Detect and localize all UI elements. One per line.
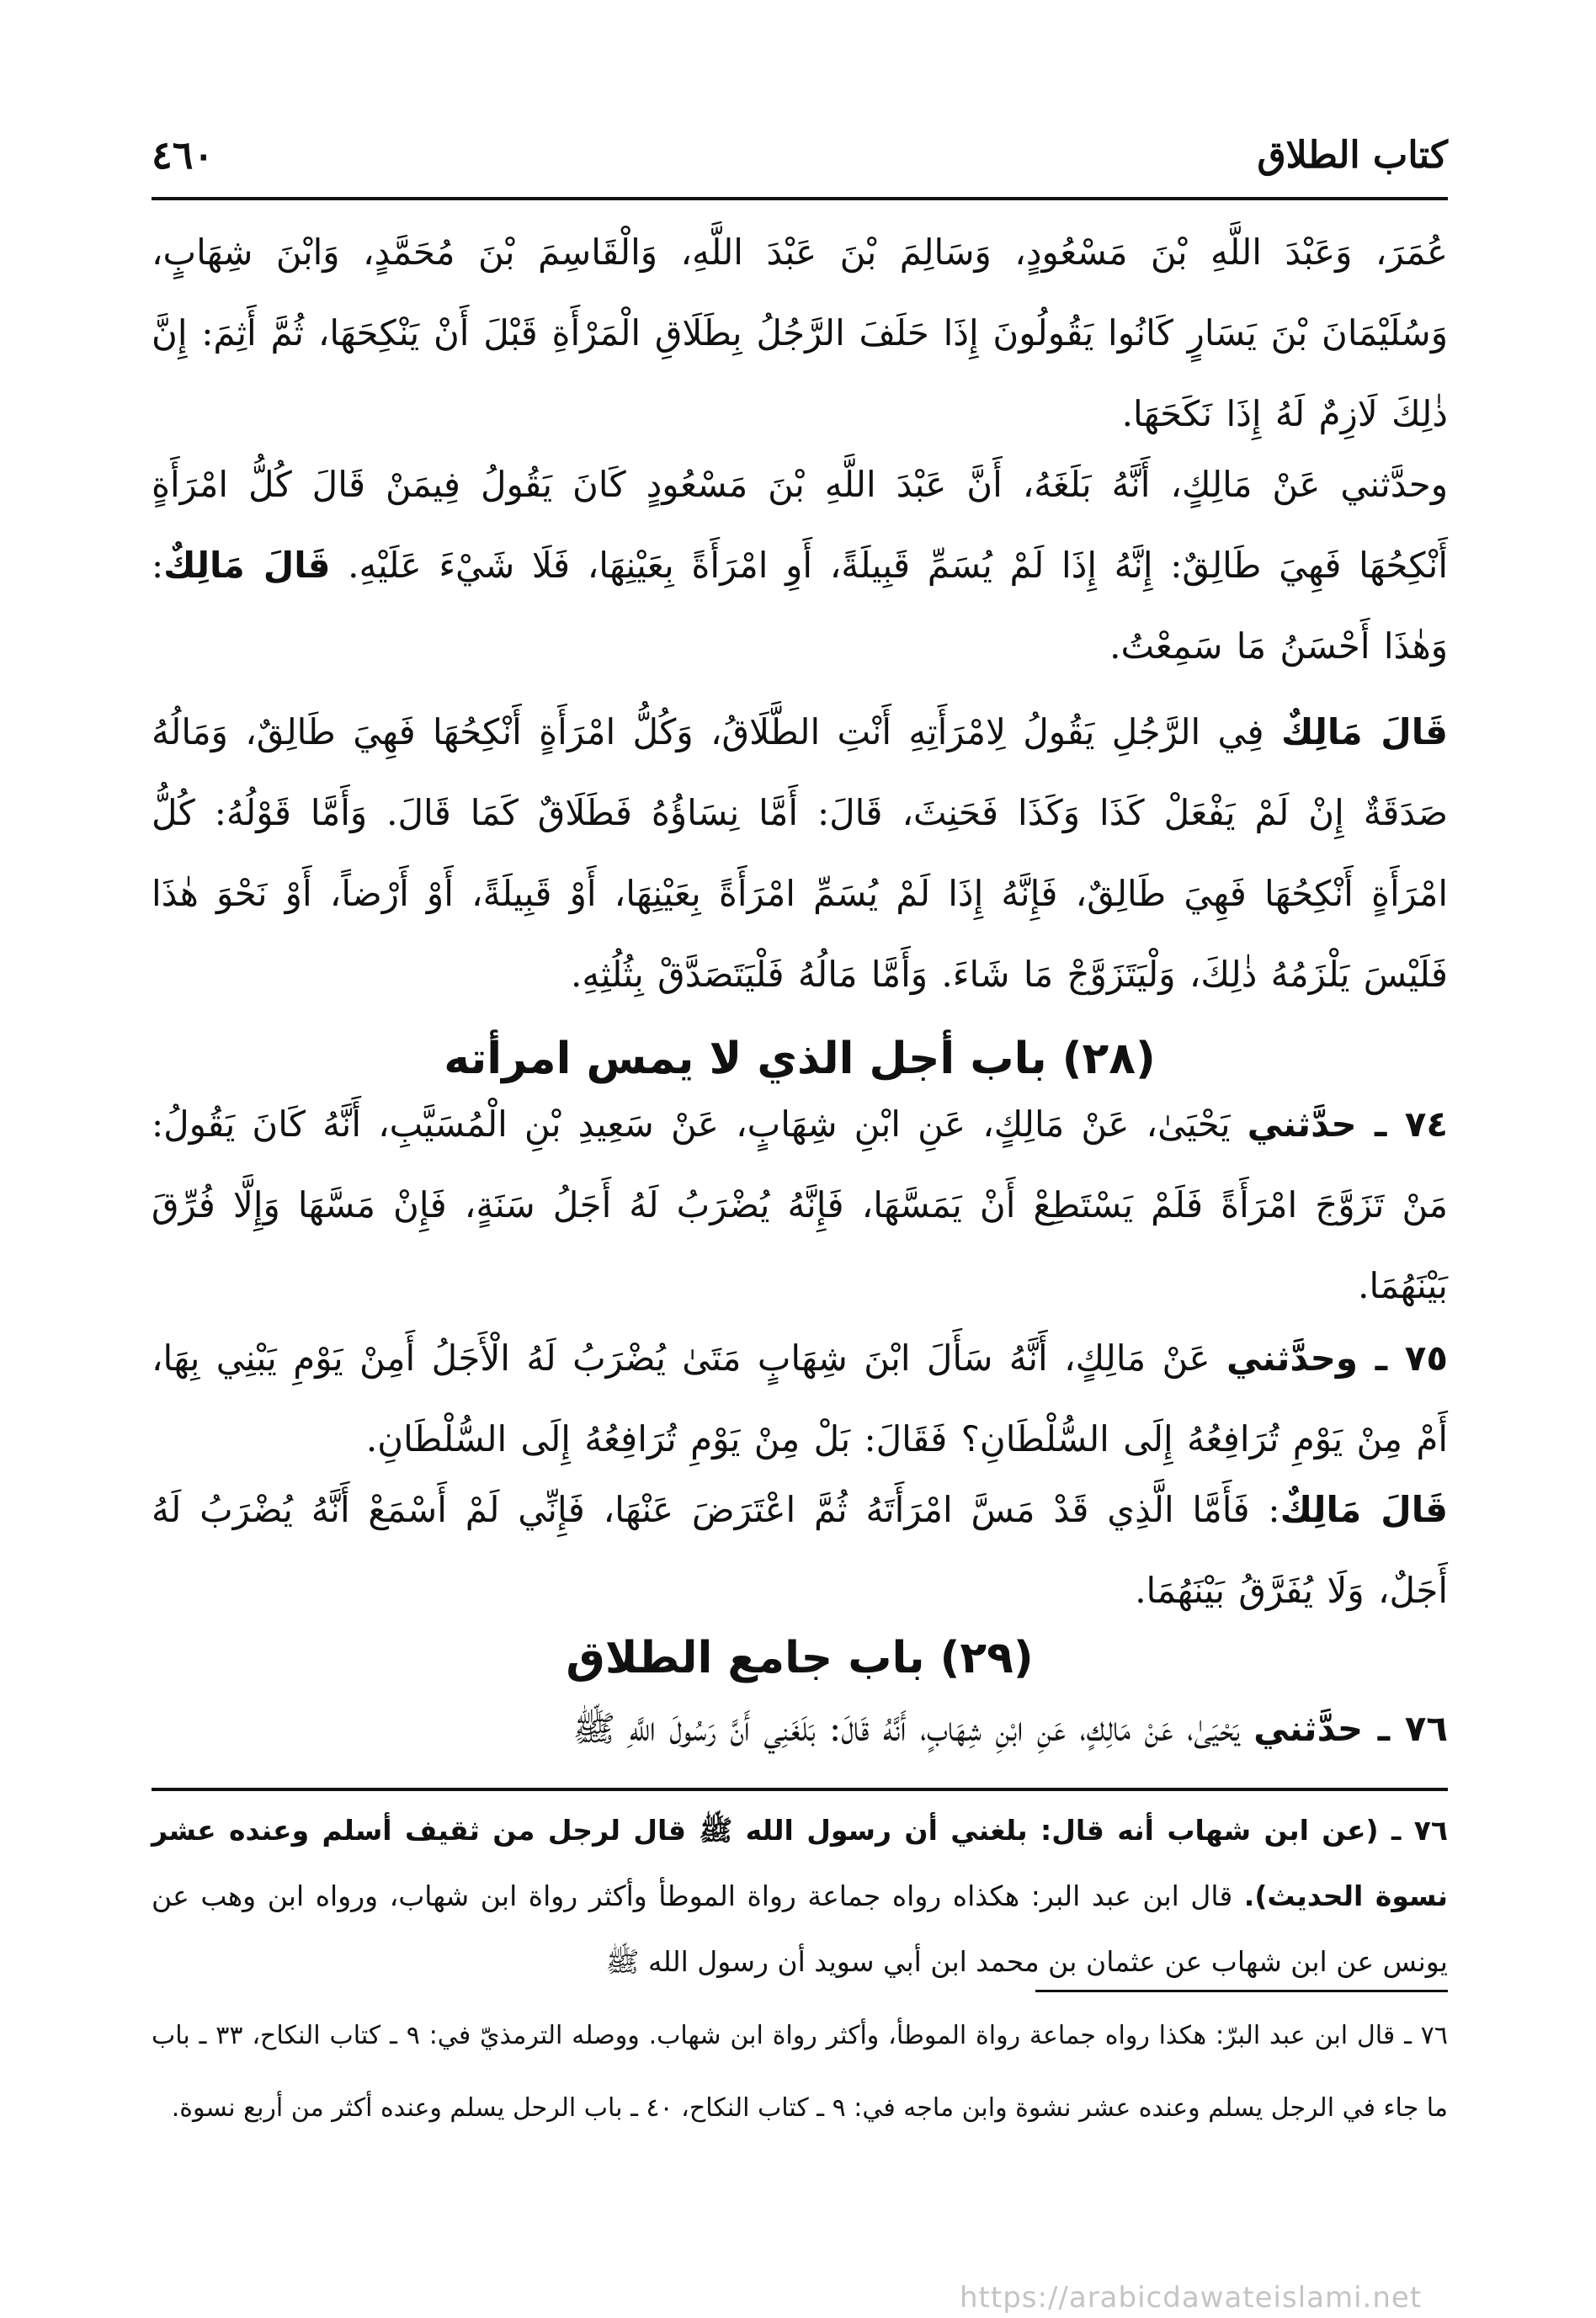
- page-header: [152, 118, 1448, 192]
- hadith-74: [152, 1084, 1448, 1326]
- chapter-heading-28: (٢٨) باب أجل الذي لا يمس امرأته: [444, 1034, 1156, 1084]
- paragraph-4: [152, 1470, 1448, 1631]
- narration-word: حدَّثني: [1247, 1103, 1357, 1145]
- narration-word: حدَّثني: [1253, 1708, 1364, 1749]
- paragraph-2: [152, 444, 1448, 687]
- watermark-url: https://arabicdawateislami.net: [960, 2281, 1423, 2315]
- narration-word: وحدَّثني: [1226, 1337, 1359, 1379]
- paragraph-2-end: : وَهٰذَا أَحْسَنُ مَا سَمِعْتُ.: [152, 545, 1448, 667]
- commentary-text: قال ابن عبد البر: هكذاه رواه جماعة رواة الموطأ وأكثر رواة ابن شهاب، ورواه ابن وهب عن يونس عن ابن شهاب عن عثمان بن محمد ابن أبي سويد أن رسول الله ﷺ: [152, 1879, 1448, 1978]
- paragraph-3-text: فِي الرَّجُلِ يَقُولُ لِامْرَأَتِهِ أَنْتِ الطَّلَاقُ، وَكُلُّ امْرَأَةٍ أَنْكِحُهَا فَهِيَ طَالِقٌ، وَمَالُهُ صَدَقَةٌ إِنْ لَمْ يَفْعَلْ كَذَا وَكَذَا فَحَنِثَ، قَالَ: أَمَّا نِسَاؤُهُ فَطَلَاقٌ كَمَا قَالَ. وَأَمَّا قَوْلُهُ: كُلُّ امْرَأَةٍ أَنْكِحُهَا فَهِيَ طَالِقٌ، فَإِنَّهُ إِذَا لَمْ يُسَمِّ امْرَأَةً بِعَيْنِهَا، أَوْ قَبِيلَةً، أَوْ أَرْضاً، أَوْ نَحْوَ هٰذَا فَلَيْسَ يَلْزَمُهُ ذٰلِكَ، وَلْيَتَزَوَّجْ مَا شَاءَ. وَأَمَّا مَالُهُ فَلْيَتَصَدَّقْ بِثُلُثِهِ.: [152, 711, 1448, 995]
- malik-said: قَالَ مَالِكٌ: [1281, 711, 1448, 752]
- hadith-number: ٧٥ ـ: [1358, 1337, 1448, 1379]
- hadith-76: [152, 1688, 1448, 1769]
- commentary-rule: [152, 1788, 1448, 1791]
- hadith-76-text: يَحْيَىٰ، عَنْ مَالِكٍ، عَنِ ابْنِ شِهَابٍ، أَنَّهُ قَالَ: بَلَغَنِي أَنَّ رَسُولَ اللَّهِ ﷺ: [572, 1708, 1254, 1749]
- hadith-74-text: يَحْيَىٰ، عَنْ مَالِكٍ، عَنِ ابْنِ شِهَابٍ، عَنْ سَعِيدِ بْنِ الْمُسَيَّبِ، أَنَّهُ كَانَ يَقُولُ: مَنْ تَزَوَّجَ امْرَأَةً فَلَمْ يَسْتَطِعْ أَنْ يَمَسَّهَا، فَإِنَّهُ يُضْرَبُ لَهُ أَجَلُ سَنَةٍ، فَإِنْ مَسَّهَا وَإِلَّا فُرِّقَ بَيْنَهُمَا.: [152, 1103, 1448, 1306]
- book-title: كتاب الطلاق: [1257, 133, 1448, 177]
- footnote-text: ٧٦ ـ قال ابن عبد البرّ: هكذا رواه جماعة رواة الموطأ، وأكثر رواة ابن شهاب. ووصله الترمذيّ في: ٩ ـ كتاب النكاح، ٣٣ ـ باب ما جاء في الرجل يسلم وعنده عشر نشوة وابن ماجه في: ٩ ـ كتاب النكاح، ٤٠ ـ باب الرحل يسلم وعنده أكثر من أربع نسوة.: [152, 2021, 1449, 2123]
- page-number: ٤٦٠: [152, 132, 215, 178]
- hadith-number: ٧٤ ـ: [1356, 1103, 1448, 1145]
- paragraph-2-text: وحدَّثني عَنْ مَالِكٍ، أَنَّهُ بَلَغَهُ، أَنَّ عَبْدَ اللَّهِ بْنَ مَسْعُودٍ كَانَ يَقُولُ فِيمَنْ قَالَ كُلُّ امْرَأَةٍ أَنْكِحُهَا فَهِيَ طَالِقٌ: إِنَّهُ إِذَا لَمْ يُسَمِّ قَبِيلَةً، أَوِ امْرَأَةً بِعَيْنِهَا، فَلَا شَيْءَ عَلَيْهِ.: [152, 464, 1448, 586]
- footnote-rule: [1035, 1990, 1448, 1992]
- commentary-quote: ٧٦ ـ (عن ابن شهاب أنه قال: بلغني أن رسول الله ﷺ قال لرجل من ثقيف أسلم وعنده عشر نسوة الحديث).: [152, 1814, 1448, 1912]
- paragraph-4-text: : فَأَمَّا الَّذِي قَدْ مَسَّ امْرَأَتَهُ ثُمَّ اعْتَرَضَ عَنْهَا، فَإِنِّي لَمْ أَسْمَعْ أَنَّهُ يُضْرَبُ لَهُ أَجَلٌ، وَلَا يُفَرَّقُ بَيْنَهُمَا.: [152, 1489, 1448, 1611]
- hadith-75: [152, 1318, 1448, 1480]
- hadith-number: ٧٦ ـ: [1363, 1708, 1448, 1749]
- footnote: [152, 2000, 1448, 2145]
- paragraph-1-text: عُمَرَ، وَعَبْدَ اللَّهِ بْنَ مَسْعُودٍ، وَسَالِمَ بْنَ عَبْدَ اللَّهِ، وَالْقَاسِمَ بْنَ مُحَمَّدٍ، وَابْنَ شِهَابٍ، وَسُلَيْمَانَ بْنَ يَسَارٍ كَانُوا يَقُولُونَ إِذَا حَلَفَ الرَّجُلُ بِطَلَاقِ الْمَرْأَةِ قَبْلَ أَنْ يَنْكِحَهَا، ثُمَّ أَثِمَ: إِنَّ ذٰلِكَ لَازِمٌ لَهُ إِذَا نَكَحَهَا.: [152, 231, 1448, 434]
- commentary: [152, 1798, 1448, 1995]
- chapter-heading-29: (٢٩) باب جامع الطلاق: [566, 1633, 1034, 1683]
- malik-said: قَالَ مَالِكٌ: [163, 545, 331, 586]
- header-rule: [152, 197, 1448, 200]
- hadith-75-text: عَنْ مَالِكٍ، أَنَّهُ سَأَلَ ابْنَ شِهَابٍ مَتَىٰ يُضْرَبُ لَهُ الْأَجَلُ أَمِنْ يَوْمِ يَبْنِي بِهَا، أَمْ مِنْ يَوْمِ تُرَافِعُهُ إِلَى السُّلْطَانِ؟ فَقَالَ: بَلْ مِنْ يَوْمِ تُرَافِعُهُ إِلَى السُّلْطَانِ.: [152, 1337, 1448, 1459]
- paragraph-3: [152, 692, 1448, 1015]
- malik-said: قَالَ مَالِكٌ: [1279, 1489, 1449, 1530]
- paragraph-1: [152, 212, 1448, 455]
